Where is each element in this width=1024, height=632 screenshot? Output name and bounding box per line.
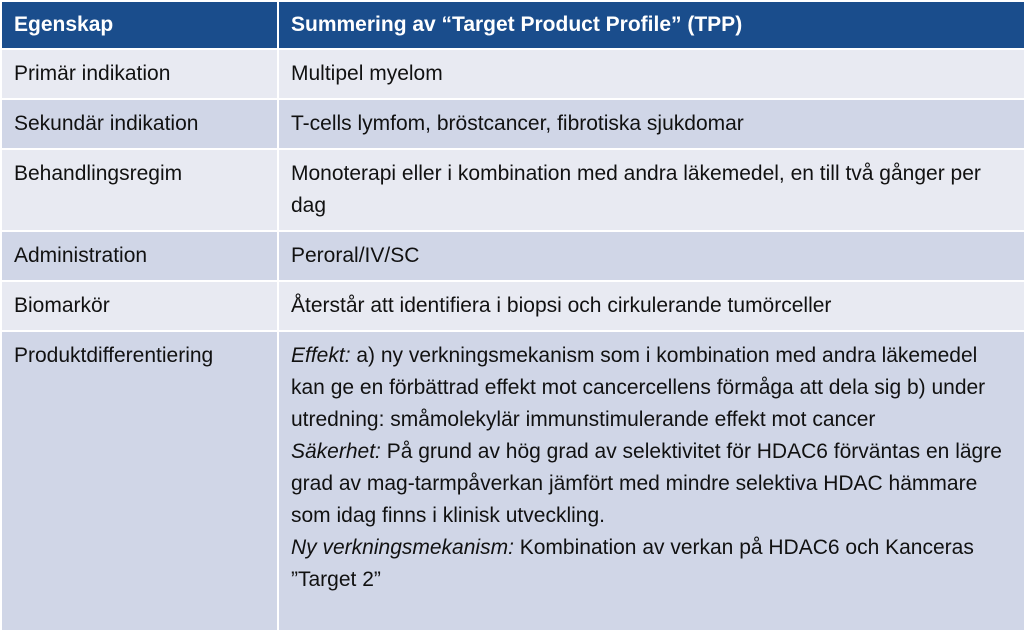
table-row: [1, 231, 1024, 281]
property-cell: Behandlingsregim: [1, 149, 278, 231]
property-cell: Administration: [1, 231, 278, 281]
detail-label: Säkerhet:: [291, 440, 381, 463]
property-cell: Produktdifferentiering: [1, 331, 278, 631]
table-row: [1, 99, 1024, 149]
detail-effect: [291, 340, 1014, 436]
summary-cell: Peroral/IV/SC: [278, 231, 1024, 281]
table-row: [1, 149, 1024, 231]
summary-cell: Multipel myelom: [278, 49, 1024, 99]
summary-cell: T-cells lymfom, bröstcancer, fibrotiska sjukdomar: [278, 99, 1024, 149]
summary-cell: Återstår att identifiera i biopsi och cirkulerande tumörceller: [278, 281, 1024, 331]
detail-text: a) ny verkningsmekanism som i kombination med andra läkemedel kan ge en förbättrad effekt mot cancercellens förmåga att dela sig b) under utredning: småmolekylär immunstimulerande effekt mot cancer: [291, 344, 986, 431]
header-row: [1, 1, 1024, 49]
header-summary: Summering av “Target Product Profile” (TPP): [278, 1, 1024, 49]
header-property: Egenskap: [1, 1, 278, 49]
property-cell: Sekundär indikation: [1, 99, 278, 149]
detail-text: På grund av hög grad av selektivitet för HDAC6 förväntas en lägre grad av mag-tarmpåverkan jämfört med mindre selektiva HDAC hämmare som idag finns i klinisk utveckling.: [291, 440, 1002, 527]
table-row: [1, 49, 1024, 99]
property-cell: Biomarkör: [1, 281, 278, 331]
summary-cell: [278, 331, 1024, 631]
table-row: [1, 281, 1024, 331]
detail-label: Ny verkningsmekanism:: [291, 536, 514, 559]
detail-text: Kombination av verkan på HDAC6 och Kanceras ”Target 2”: [291, 536, 974, 591]
detail-safety: [291, 436, 1014, 532]
summary-cell: Monoterapi eller i kombination med andra läkemedel, en till två gånger per dag: [278, 149, 1024, 231]
property-cell: Primär indikation: [1, 49, 278, 99]
detail-mechanism: [291, 532, 1014, 596]
detail-label: Effekt:: [291, 344, 351, 367]
table-row: [1, 331, 1024, 631]
